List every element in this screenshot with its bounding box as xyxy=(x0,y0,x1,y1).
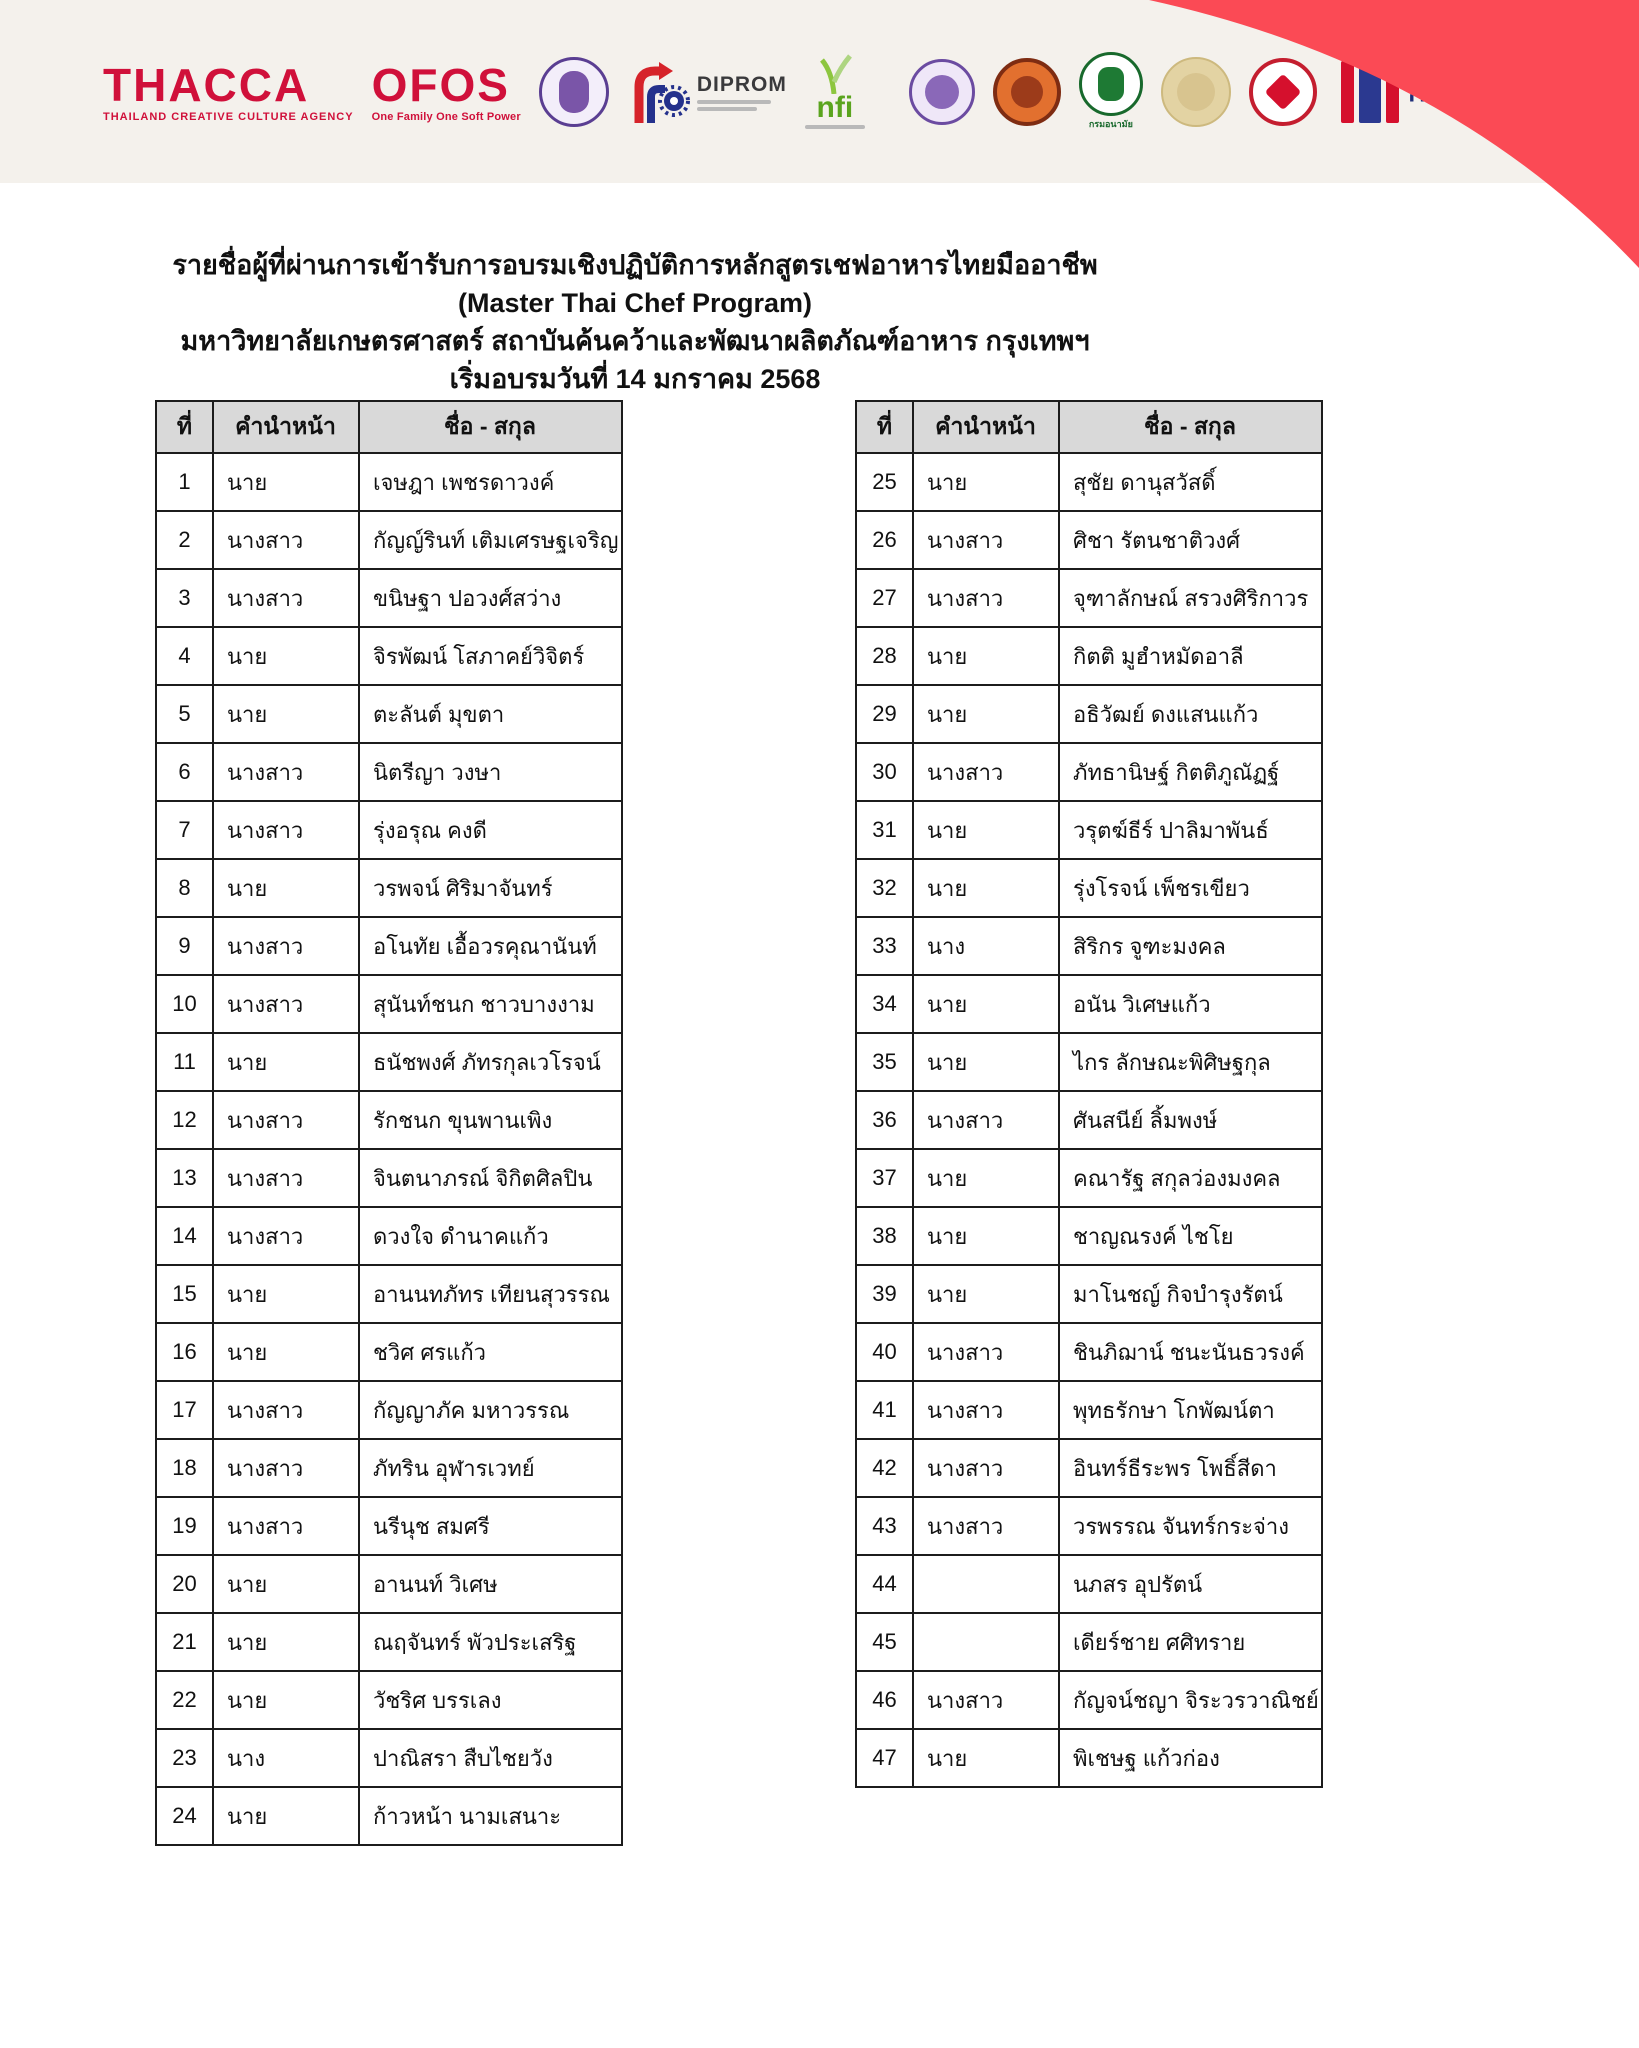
row-name: อินทร์ธีระพร โพธิ์สีดา xyxy=(1059,1439,1322,1497)
table-row xyxy=(856,1555,1322,1613)
row-name: อานนท์ วิเศษ xyxy=(359,1555,622,1613)
table-row xyxy=(856,569,1322,627)
row-name: ณฤจันทร์ พัวประเสริฐ xyxy=(359,1613,622,1671)
row-prefix: นาย xyxy=(213,1613,359,1671)
row-number: 40 xyxy=(856,1323,913,1381)
table-row xyxy=(856,1497,1322,1555)
table-row xyxy=(856,511,1322,569)
column-header-prefix: คำนำหน้า xyxy=(913,401,1059,453)
row-prefix: นางสาว xyxy=(913,1091,1059,1149)
row-name: ปาณิสรา สืบไชยวัง xyxy=(359,1729,622,1787)
table-row xyxy=(156,1091,622,1149)
row-name: กัญญ์รินท์ เติมเศรษฐเจริญ xyxy=(359,511,622,569)
row-prefix: นาย xyxy=(213,627,359,685)
row-name: อโนทัย เอื้อวรคุณานันท์ xyxy=(359,917,622,975)
row-number: 18 xyxy=(156,1439,213,1497)
table-row xyxy=(156,453,622,511)
row-name: สุนันท์ชนก ชาวบางงาม xyxy=(359,975,622,1033)
ofos-wordmark: OFOS xyxy=(371,58,510,111)
table-row xyxy=(156,1497,622,1555)
nfi-wordmark: nfi xyxy=(816,91,854,124)
table-row xyxy=(856,859,1322,917)
ofos-tagline: One Family One Soft Power xyxy=(371,110,521,123)
row-prefix: นางสาว xyxy=(213,1439,359,1497)
row-number: 1 xyxy=(156,453,213,511)
title-line-2: (Master Thai Chef Program) xyxy=(457,288,813,318)
row-number: 13 xyxy=(156,1149,213,1207)
seal-emblem xyxy=(1098,67,1124,101)
row-number: 31 xyxy=(856,801,913,859)
row-number: 11 xyxy=(156,1033,213,1091)
row-prefix: นางสาว xyxy=(913,743,1059,801)
row-number: 32 xyxy=(856,859,913,917)
row-prefix: นาย xyxy=(913,859,1059,917)
table-row xyxy=(156,1033,622,1091)
row-name: กัญจน์ชญา จิระวรวาณิชย์ xyxy=(1059,1671,1322,1729)
table-row xyxy=(856,627,1322,685)
title-line-4: เริ่มอบรมวันที่ 14 มกราคม 2568 xyxy=(449,364,821,394)
row-name: ภัทธานิษฐ์ กิตติภูณัฏฐ์ xyxy=(1059,743,1322,801)
row-name: ตะลันต์ มุขตา xyxy=(359,685,622,743)
table-row xyxy=(156,1613,622,1671)
row-name: กัญญาภัค มหาวรรณ xyxy=(359,1381,622,1439)
row-number: 12 xyxy=(156,1091,213,1149)
table-row xyxy=(156,1729,622,1787)
row-number: 28 xyxy=(856,627,913,685)
table-row xyxy=(156,975,622,1033)
row-prefix: นาย xyxy=(213,1033,359,1091)
table-row xyxy=(156,1439,622,1497)
row-name: กิตติ มูฮำหมัดอาลี xyxy=(1059,627,1322,685)
table-row xyxy=(156,1149,622,1207)
title-line-3: มหาวิทยาลัยเกษตรศาสตร์ สถาบันค้นคว้าและพัฒนาผลิตภัณฑ์อาหาร กรุงเทพฯ xyxy=(180,326,1090,356)
column-header-no: ที่ xyxy=(856,401,913,453)
ofos-logo xyxy=(371,58,521,123)
table-row xyxy=(156,511,622,569)
row-prefix: นาย xyxy=(213,453,359,511)
table-row xyxy=(156,569,622,627)
nfi-leaf-icon xyxy=(818,54,852,94)
row-number: 2 xyxy=(156,511,213,569)
table-row xyxy=(856,1265,1322,1323)
row-name: เดียร์ชาย ศศิทราย xyxy=(1059,1613,1322,1671)
row-prefix: นาย xyxy=(913,1729,1059,1787)
row-name: ชาญณรงค์ ไชโย xyxy=(1059,1207,1322,1265)
table-row xyxy=(856,1033,1322,1091)
row-name: ไกร ลักษณะพิศิษฐกุล xyxy=(1059,1033,1322,1091)
row-prefix: นางสาว xyxy=(213,975,359,1033)
row-name: รุ่งโรจน์ เพ็ชรเขียว xyxy=(1059,859,1322,917)
row-prefix: นาย xyxy=(913,1149,1059,1207)
row-prefix xyxy=(913,1555,1059,1613)
row-number: 35 xyxy=(856,1033,913,1091)
thacca-logo xyxy=(103,58,354,123)
row-prefix: นาย xyxy=(213,1787,359,1845)
thacca-wordmark: THACCA xyxy=(103,58,310,111)
table-row xyxy=(156,859,622,917)
seal-emblem xyxy=(559,71,589,113)
table-row xyxy=(856,917,1322,975)
government-seal-icon xyxy=(993,58,1061,126)
ministry-seal-icon xyxy=(539,57,609,127)
row-name: จิรพัฒน์ โสภาคย์วิจิตร์ xyxy=(359,627,622,685)
row-prefix: นาย xyxy=(913,1207,1059,1265)
row-name: จินตนาภรณ์ จิกิตศิลปิน xyxy=(359,1149,622,1207)
row-number: 8 xyxy=(156,859,213,917)
table-row xyxy=(856,1149,1322,1207)
row-name: อานนทภัทร เทียนสุวรรณ xyxy=(359,1265,622,1323)
row-name: ศันสนีย์ ลิ้มพงษ์ xyxy=(1059,1091,1322,1149)
row-prefix: นาย xyxy=(913,1265,1059,1323)
row-prefix: นางสาว xyxy=(913,569,1059,627)
table-row xyxy=(156,917,622,975)
row-number: 47 xyxy=(856,1729,913,1787)
row-prefix: นาง xyxy=(913,917,1059,975)
row-number: 34 xyxy=(856,975,913,1033)
row-name: คณารัฐ สกุลว่องมงคล xyxy=(1059,1149,1322,1207)
row-name: รุ่งอรุณ คงดี xyxy=(359,801,622,859)
row-name: ธนัชพงศ์ ภัทรกุลเวโรจน์ xyxy=(359,1033,622,1091)
row-number: 7 xyxy=(156,801,213,859)
nfi-subtitle-placeholder xyxy=(805,125,865,129)
row-prefix: นาย xyxy=(213,1323,359,1381)
row-number: 45 xyxy=(856,1613,913,1671)
row-name: เจษฎา เพชรดาวงค์ xyxy=(359,453,622,511)
diprom-subtitle-placeholder xyxy=(697,100,771,104)
row-number: 21 xyxy=(156,1613,213,1671)
row-prefix: นาย xyxy=(913,627,1059,685)
row-name: วรุตฆ์ธีร์ ปาลิมาพันธ์ xyxy=(1059,801,1322,859)
row-prefix: นางสาว xyxy=(213,1207,359,1265)
table-row xyxy=(856,1091,1322,1149)
row-number: 4 xyxy=(156,627,213,685)
row-name: รักชนก ขุนพานเพิง xyxy=(359,1091,622,1149)
row-name: พิเชษฐ แก้วก่อง xyxy=(1059,1729,1322,1787)
seal-emblem xyxy=(1011,76,1043,108)
row-name: ชวิศ ศรแก้ว xyxy=(359,1323,622,1381)
health-department-logo xyxy=(1079,52,1143,131)
row-number: 14 xyxy=(156,1207,213,1265)
row-prefix: นางสาว xyxy=(213,511,359,569)
row-prefix: นางสาว xyxy=(913,1497,1059,1555)
table-row xyxy=(156,1381,622,1439)
row-prefix: นาง xyxy=(213,1729,359,1787)
table-row xyxy=(856,1207,1322,1265)
row-number: 16 xyxy=(156,1323,213,1381)
row-name: ดวงใจ ดำนาคแก้ว xyxy=(359,1207,622,1265)
table-row xyxy=(156,627,622,685)
row-name: นิตรีญา วงษา xyxy=(359,743,622,801)
table-row xyxy=(856,801,1322,859)
row-number: 29 xyxy=(856,685,913,743)
table-row xyxy=(156,1265,622,1323)
thacca-tagline: THAILAND CREATIVE CULTURE AGENCY xyxy=(103,110,354,123)
diprom-wordmark: DIPROM xyxy=(696,72,787,96)
row-number: 44 xyxy=(856,1555,913,1613)
table-row xyxy=(856,743,1322,801)
row-name: ขนิษฐา ปอวงศ์สว่าง xyxy=(359,569,622,627)
row-number: 37 xyxy=(856,1149,913,1207)
row-prefix: นางสาว xyxy=(913,1671,1059,1729)
table-row xyxy=(856,1671,1322,1729)
row-name: วัชริศ บรรเลง xyxy=(359,1671,622,1729)
row-name: ภัทริน อุฬารเวทย์ xyxy=(359,1439,622,1497)
table-row xyxy=(856,1323,1322,1381)
diprom-arrow-gear-icon xyxy=(627,59,691,125)
seal-emblem xyxy=(925,75,959,109)
row-number: 38 xyxy=(856,1207,913,1265)
roster-table-right xyxy=(855,400,1323,1788)
row-name: อธิวัฒย์ ดงแสนแก้ว xyxy=(1059,685,1322,743)
diprom-logo xyxy=(627,59,787,125)
row-prefix: นางสาว xyxy=(213,743,359,801)
table-row xyxy=(856,975,1322,1033)
row-prefix: นาย xyxy=(213,859,359,917)
row-prefix: นางสาว xyxy=(213,569,359,627)
table-row xyxy=(156,685,622,743)
row-number: 41 xyxy=(856,1381,913,1439)
row-name: สุชัย ดานุสวัสดิ์ xyxy=(1059,453,1322,511)
row-number: 30 xyxy=(856,743,913,801)
table-row xyxy=(156,1555,622,1613)
table-row xyxy=(156,743,622,801)
table-row xyxy=(856,1439,1322,1497)
row-name: นรีนุช สมศรี xyxy=(359,1497,622,1555)
column-header-name: ชื่อ - สกุล xyxy=(359,401,622,453)
table-row xyxy=(856,453,1322,511)
diprom-subtitle-placeholder xyxy=(697,107,757,111)
table-row xyxy=(156,1671,622,1729)
row-number: 33 xyxy=(856,917,913,975)
row-number: 20 xyxy=(156,1555,213,1613)
row-number: 3 xyxy=(156,569,213,627)
row-prefix: นาย xyxy=(213,1671,359,1729)
row-number: 15 xyxy=(156,1265,213,1323)
row-number: 39 xyxy=(856,1265,913,1323)
row-number: 17 xyxy=(156,1381,213,1439)
table-row xyxy=(856,685,1322,743)
nfi-logo xyxy=(805,54,865,129)
row-number: 19 xyxy=(156,1497,213,1555)
column-header-prefix: คำนำหน้า xyxy=(213,401,359,453)
row-name: ก้าวหน้า นามเสนาะ xyxy=(359,1787,622,1845)
health-department-label: กรมอนามัย xyxy=(1088,119,1133,129)
table-row xyxy=(156,801,622,859)
health-department-seal-icon xyxy=(1079,52,1143,116)
row-prefix: นาย xyxy=(913,975,1059,1033)
row-name: สิริกร จูฑะมงคล xyxy=(1059,917,1322,975)
row-number: 27 xyxy=(856,569,913,627)
row-number: 24 xyxy=(156,1787,213,1845)
row-prefix: นางสาว xyxy=(213,1149,359,1207)
row-prefix: นางสาว xyxy=(913,1381,1059,1439)
row-number: 10 xyxy=(156,975,213,1033)
row-number: 23 xyxy=(156,1729,213,1787)
table-row xyxy=(856,1381,1322,1439)
roster-table-left xyxy=(155,400,623,1846)
row-number: 46 xyxy=(856,1671,913,1729)
column-header-no: ที่ xyxy=(156,401,213,453)
row-prefix: นางสาว xyxy=(213,917,359,975)
column-header-name: ชื่อ - สกุล xyxy=(1059,401,1322,453)
table-row xyxy=(856,1729,1322,1787)
corner-ribbon xyxy=(1149,0,1639,268)
row-prefix: นาย xyxy=(913,1033,1059,1091)
row-prefix: นาย xyxy=(213,1555,359,1613)
row-prefix: นาย xyxy=(913,801,1059,859)
row-name: วรพรรณ จันทร์กระจ่าง xyxy=(1059,1497,1322,1555)
table-row xyxy=(856,1613,1322,1671)
row-prefix: นาย xyxy=(913,453,1059,511)
university-seal-icon xyxy=(909,59,975,125)
row-name: มาโนชญ์ กิจบำรุงรัตน์ xyxy=(1059,1265,1322,1323)
row-prefix: นาย xyxy=(913,685,1059,743)
row-name: วรพจน์ ศิริมาจันทร์ xyxy=(359,859,622,917)
row-number: 5 xyxy=(156,685,213,743)
row-number: 22 xyxy=(156,1671,213,1729)
row-prefix: นาย xyxy=(213,685,359,743)
row-number: 42 xyxy=(856,1439,913,1497)
table-row xyxy=(156,1787,622,1845)
table-row xyxy=(156,1323,622,1381)
row-prefix: นางสาว xyxy=(213,1497,359,1555)
header-row xyxy=(856,401,1322,453)
row-number: 25 xyxy=(856,453,913,511)
table-row xyxy=(156,1207,622,1265)
row-prefix: นางสาว xyxy=(213,1381,359,1439)
row-name: จุฑาลักษณ์ สรวงศิริกาวร xyxy=(1059,569,1322,627)
row-name: ชินภิฌาน์ ชนะนันธวรงค์ xyxy=(1059,1323,1322,1381)
title-line-1: รายชื่อผู้ที่ผ่านการเข้ารับการอบรมเชิงปฏิบัติการหลักสูตรเชฟอาหารไทยมืออาชีพ xyxy=(172,250,1098,280)
row-number: 26 xyxy=(856,511,913,569)
document-title xyxy=(155,246,1115,398)
header-row xyxy=(156,401,622,453)
row-prefix: นางสาว xyxy=(213,1091,359,1149)
row-number: 6 xyxy=(156,743,213,801)
row-name: อนัน วิเศษแก้ว xyxy=(1059,975,1322,1033)
row-prefix: นางสาว xyxy=(913,511,1059,569)
row-number: 43 xyxy=(856,1497,913,1555)
row-prefix: นางสาว xyxy=(213,801,359,859)
row-name: พุทธรักษา โกพัฒน์ตา xyxy=(1059,1381,1322,1439)
row-prefix: นางสาว xyxy=(913,1323,1059,1381)
row-prefix: นางสาว xyxy=(913,1439,1059,1497)
row-number: 36 xyxy=(856,1091,913,1149)
row-number: 9 xyxy=(156,917,213,975)
row-prefix xyxy=(913,1613,1059,1671)
row-name: นภสร อุปรัตน์ xyxy=(1059,1555,1322,1613)
row-name: ศิชา รัตนชาติวงศ์ xyxy=(1059,511,1322,569)
row-prefix: นาย xyxy=(213,1265,359,1323)
